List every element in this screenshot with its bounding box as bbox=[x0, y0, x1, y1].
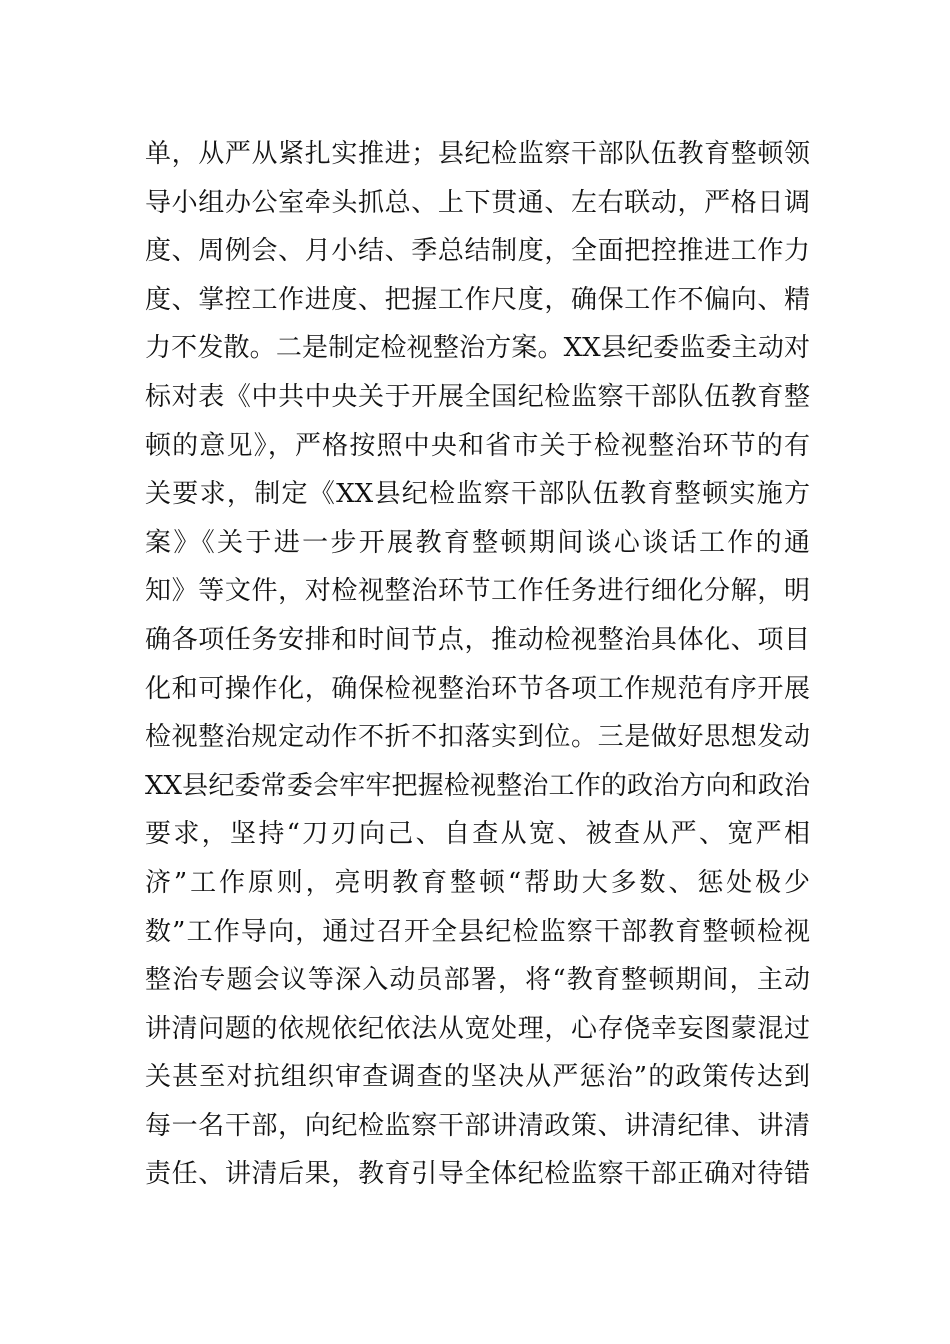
text-line: 关甚至对抗组织审查调查的坚决从严惩治”的政策传达到 bbox=[145, 1062, 810, 1093]
text-line: 济”工作原则，亮明教育整顿“帮助大多数、惩处极少 bbox=[145, 867, 810, 898]
text-line: 案》《关于进一步开展教育整顿期间谈心谈话工作的通 bbox=[145, 527, 810, 558]
text-line: 标对表《中共中央关于开展全国纪检监察干部队伍教育整 bbox=[145, 381, 810, 412]
text-line: 度、周例会、月小结、季总结制度，全面把控推进工作力 bbox=[145, 236, 810, 267]
text-line: 单，从严从紧扎实推进；县纪检监察干部队伍教育整顿领 bbox=[145, 139, 810, 169]
text-line: XX县纪委常委会牢牢把握检视整治工作的政治方向和政治 bbox=[145, 770, 810, 801]
text-line: 讲清问题的依规依纪依法从宽处理，心存侥幸妄图蒙混过 bbox=[145, 1013, 810, 1044]
text-line: 力不发散。二是制定检视整治方案。XX县纪委监委主动对 bbox=[145, 333, 810, 364]
text-line: 度、掌控工作进度、把握工作尺度，确保工作不偏向、精 bbox=[145, 284, 810, 315]
text-line: 责任、讲清后果，教育引导全体纪检监察干部正确对待错 bbox=[145, 1159, 810, 1190]
text-line: 导小组办公室牵头抓总、上下贯通、左右联动，严格日调 bbox=[145, 187, 810, 218]
text-line: 检视整治规定动作不折不扣落实到位。三是做好思想发动 bbox=[145, 722, 810, 753]
text-line: 关要求，制定《XX县纪检监察干部队伍教育整顿实施方 bbox=[145, 479, 810, 510]
body-text bbox=[145, 130, 810, 1199]
text-line: 顿的意见》，严格按照中央和省市关于检视整治环节的有 bbox=[145, 430, 810, 461]
text-line: 确各项任务安排和时间节点，推动检视整治具体化、项目 bbox=[145, 624, 810, 655]
text-line: 整治专题会议等深入动员部署，将“教育整顿期间，主动 bbox=[145, 965, 810, 996]
text-line: 每一名干部，向纪检监察干部讲清政策、讲清纪律、讲清 bbox=[145, 1110, 810, 1141]
text-line: 化和可操作化，确保检视整治环节各项工作规范有序开展 bbox=[145, 673, 810, 704]
text-line: 知》等文件，对检视整治环节工作任务进行细化分解，明 bbox=[145, 576, 810, 607]
text-line: 要求，坚持“刀刃向己、自查从宽、被查从严、宽严相 bbox=[145, 819, 810, 850]
text-line: 数”工作导向，通过召开全县纪检监察干部教育整顿检视 bbox=[145, 916, 810, 947]
